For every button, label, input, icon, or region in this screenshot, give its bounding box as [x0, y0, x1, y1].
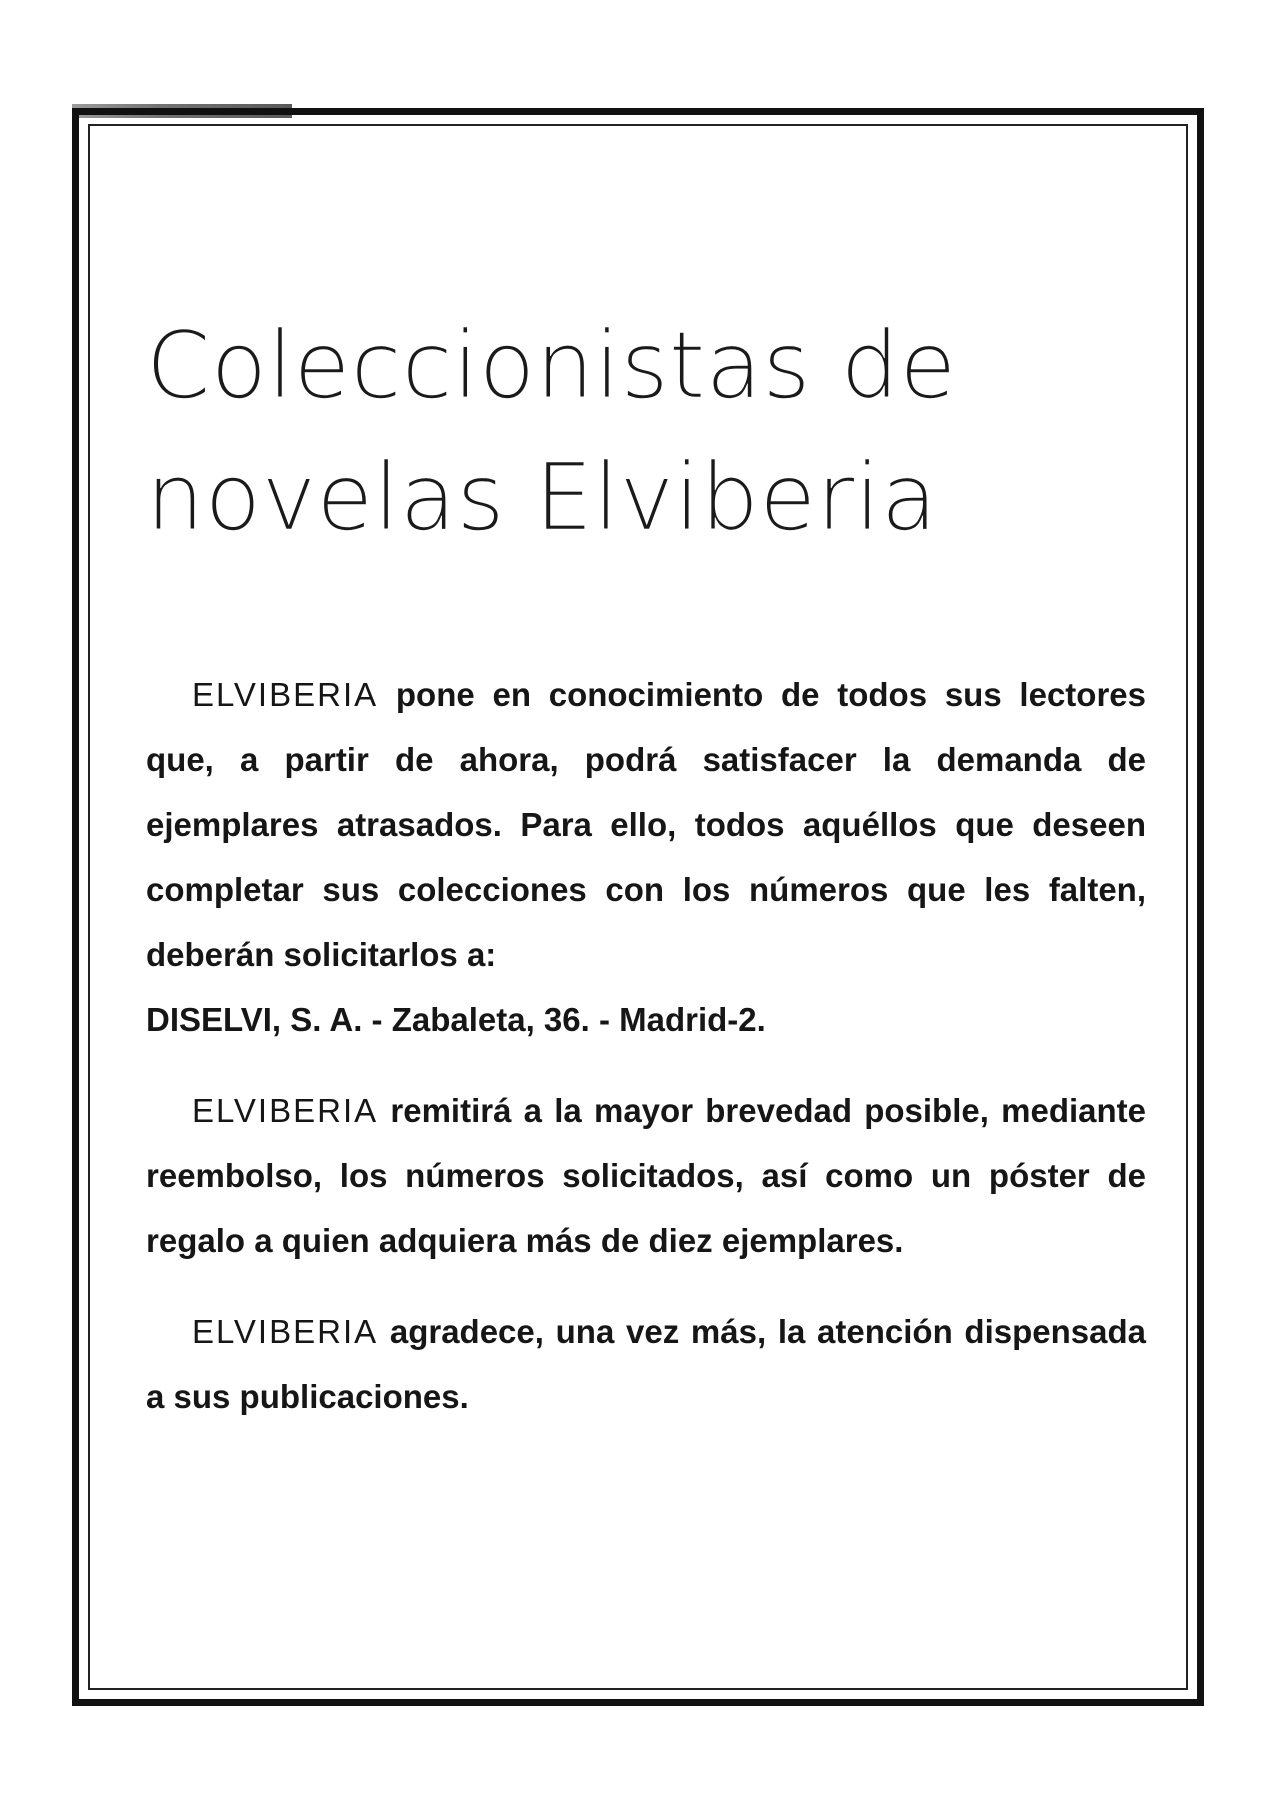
notice-body — [146, 662, 1146, 1429]
notice-content — [146, 300, 1146, 1455]
paragraph-1-text: pone en conocimiento de todos sus lectores que, a partir de ahora, podrá satisfacer la demanda de ejemplares atrasados. Para ello, todos aquéllos que deseen completar sus colecciones con los números que les falten, deberán solicitarlos a: — [146, 676, 1146, 973]
title-line-1: Coleccionistas de — [146, 312, 957, 419]
notice-title — [146, 300, 1146, 564]
brand-name: ELVIBERIA — [192, 1092, 379, 1129]
contact-address: DISELVI, S. A. - Zabaleta, 36. - Madrid-2. — [146, 1001, 766, 1038]
paragraph-2-text: remitirá a la mayor brevedad posible, mediante reembolso, los números solicitados, así como un póster de regalo a quien adquiera más de diez ejemplares. — [146, 1092, 1147, 1259]
title-line-2: novelas Elviberia — [146, 444, 938, 551]
paragraph-1 — [146, 662, 1146, 1052]
paragraph-3-text: agradece, una vez más, la atención dispensada a sus publicaciones. — [146, 1313, 1146, 1415]
brand-name: ELVIBERIA — [192, 1313, 379, 1350]
paragraph-3 — [146, 1299, 1146, 1429]
brand-name: ELVIBERIA — [192, 676, 379, 713]
paragraph-2 — [146, 1078, 1146, 1273]
